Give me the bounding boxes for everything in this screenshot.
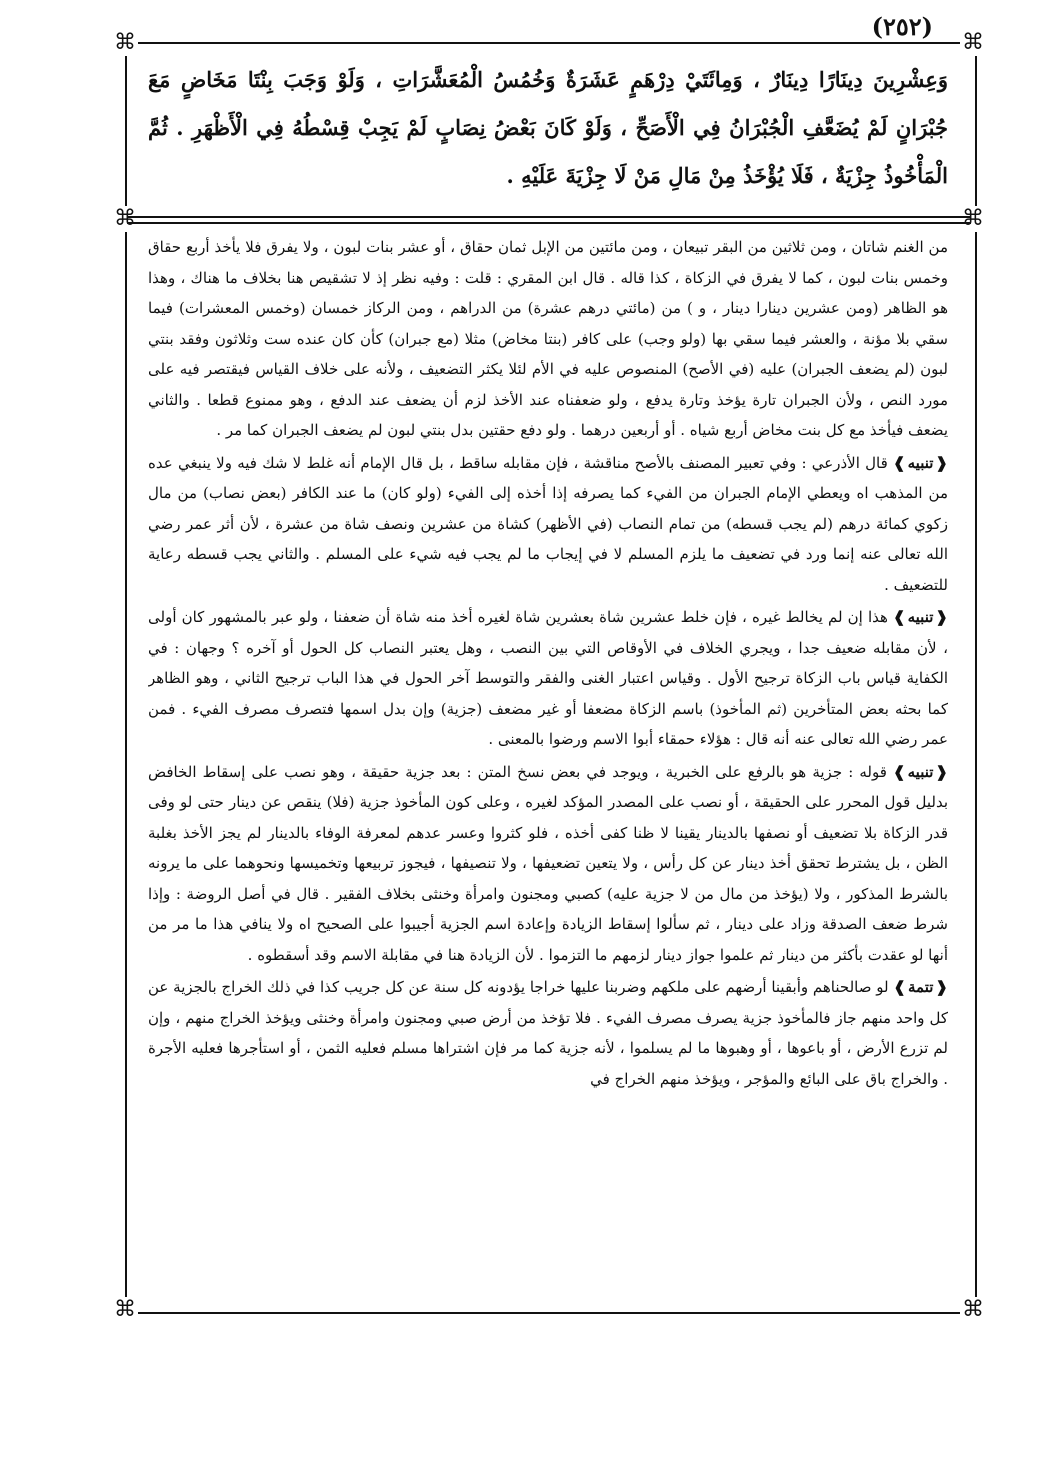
paragraph-text: قوله : جزية هو بالرفع على الخبرية ، ويوجد في بعض نسخ المتن : بعد جزية حقيقة ، وهو نصب على إسقاط الخافض بدليل قول المحرر على الحقيقة ، أو نصب على المصدر المؤكد لغيره ، وعلى كون المأخوذ جزية (فلا) ينقص عن دينار حتى لو وفى قدر الزكاة بلا تضعيف أو نصفها بالدينار يقينا لا ظنا كفى أخذه ، فلو كثروا وعسر عدهم لمعرفة الوفاء بالدينار لم يجز الأخذ بغلبة الظن ، بل يشترط تحقق أخذ دينار عن كل رأس ، ولا يتعين تضعيفها ، ولا تنصيفها ، فيجوز تربيعها وتخميسها ونحوهما على ما يرونه بالشرط المذكور ، ولا (يؤخذ من مال من لا جزية عليه) كصبي ومجنون وامرأة وخنثى بخلاف الفقير . قال في أصل الروضة : وإذا شرط ضعف الصدقة وزاد على دينار ، ثم سألوا إسقاط الزيادة وإعادة اسم الجزية أجيبوا على الصحيح اه ولا ينافي هذا ما مر من أنها لو عقدت بأكثر من دينار ثم علموا جواز دينار لزمهم ما التزموا . لأن الزيادة هنا في مقابلة الاسم وقد أسقطوه . [148, 762, 948, 964]
commentary-paragraph [148, 232, 948, 446]
commentary-paragraph [148, 972, 948, 1094]
corner-ornament-icon: ⌘ [114, 30, 136, 55]
paragraph-label: ❰ تنبيه ❱ [893, 763, 948, 781]
corner-ornament-icon: ⌘ [962, 30, 984, 55]
divider-ornament-icon: ⌘ [962, 206, 984, 231]
paragraph-text: قال الأذرعي : وفي تعبير المصنف بالأصح مناقشة ، فإن مقابله ساقط ، بل قال الإمام أنه غلط لا شك فيه ولا ينبغي عده من المذهب اه ويعطي الإمام الجبران من الفيء كما يصرفه إذا أخذه إلى الفيء (ولو كان) ما عند الكافر (بعض نصاب) من مال زكوي كمائة درهم (لم يجب قسطه) من تمام النصاب (في الأظهر) كشاة من عشرين ونصف شاة من عشرة ، لأن أثر عمر رضي الله تعالى عنه إنما ورد في تضعيف ما يلزم المسلم لا في إيجاب ما لم يجب فيه شيء على المسلم . والثاني يجب قسطه رعاية للتضعيف . [148, 453, 948, 594]
divider-ornament-icon: ⌘ [114, 206, 136, 231]
paragraph-text: هذا إن لم يخالط غيره ، فإن خلط عشرين شاة بعشرين شاة لغيره أخذ منه شاة أن ضعفنا ، ولو عبر بالمشهور كان أولى ، لأن مقابله ضعيف جدا ، ويجري الخلاف في الأوقاص التي بين النصب ، وهل يعتبر النصاب كل الحول أو آخره ؟ وجهان : في الكفاية قياس باب الزكاة ترجيح الأول . وقياس اعتبار الغنى والفقر والتوسط آخر الحول في هذا الباب ترجيح الثاني ، وهو الظاهر كما بحثه بعض المتأخرين (ثم المأخوذ) باسم الزكاة مضعفا أو غير مضعف (جزية) وإن بدل اسمها فتصرف مصرف الفيء . فمن عمر رضي الله تعالى عنه أنه قال : هؤلاء حمقاء أبوا الاسم ورضوا بالمعنى . [148, 608, 948, 748]
commentary-paragraph [148, 448, 948, 601]
paragraph-label: ❰ تنبيه ❱ [893, 454, 948, 472]
paragraph-label: ❰ تتمة ❱ [893, 978, 948, 996]
page-number: (٢٥٢) [871, 12, 933, 41]
paragraph-text: لو صالحناهم وأبقينا أرضهم على ملكهم وضربنا عليها خراجا يؤدونه كل سنة عن كل جريب كذا في ذلك الخراج بالجزية عن كل واحد منهم جاز فالمأخوذ جزية يصرف مصرف الفيء . فلا تؤخذ من أرض صبي ومجنون وامرأة وخنثى ويؤخذ الخراج منهم ، وإن لم تزرع الأرض ، أو باعوها ، أو وهبوها ما لم يسلموا ، لأنه جزية كما مر فإن اشتراها مسلم فعليه الثمن ، أو استأجرها فعليه الأجرة . والخراج باق على البائع والمؤجر ، ويؤخذ منهم الخراج في [148, 978, 948, 1088]
paragraph-label: ❰ تنبيه ❱ [893, 608, 948, 626]
section-divider [127, 222, 971, 224]
corner-ornament-icon: ⌘ [114, 1297, 136, 1322]
commentary-paragraph [148, 602, 948, 755]
corner-ornament-icon: ⌘ [962, 1297, 984, 1322]
matn-text: وَعِشْرِينَ دِينَارًا دِينَارٌ ، وَمِائَتَيْ دِرْهَمٍ عَشَرَةٌ وَخُمُسُ الْمُعَشَّرَاتِ ، وَلَوْ وَجَبَ بِنْتَا مَخَاضٍ مَعَ جُبْرَانٍ لَمْ يُضَعَّفِ الْجُبْرَانُ فِي الْأَصَحِّ ، وَلَوْ كَانَ بَعْضُ نِصَابٍ لَمْ يَجِبْ قِسْطُهُ فِي الْأَظْهَرِ . ثُمَّ الْمَأْخُوذُ جِزْيَةٌ ، فَلَا يُؤْخَذُ مِنْ مَالِ مَنْ لَا جِزْيَةَ عَلَيْهِ . [148, 67, 948, 188]
section-divider [127, 216, 971, 218]
commentary [148, 232, 948, 1304]
paragraph-text: من الغنم شاتان ، ومن ثلاثين من البقر تبيعان ، ومن مائتين من الإبل ثمان حقاق ، أو عشر بنات لبون ، ولا يفرق فلا يأخذ أربع حقاق وخمس بنات لبون ، كما لا يفرق في الزكاة ، كذا قاله . قال ابن المقري : قلت : وفيه نظر إذ لا تشقيص هنا بخلاف ما هناك ، وهذا هو الظاهر (ومن عشرين دينارا دينار ، و ) من (مائتي درهم عشرة) من الدراهم ، ومن الركاز خمسان (وخمس المعشرات) فيما سقي بلا مؤنة ، والعشر فيما سقي بها (ولو وجب) على كافر (بنتا مخاض) مثلا (مع جبران) كأن كان عنده ست وثلاثون وفقد بنتي لبون (لم يضعف الجبران) عليه (في الأصح) المنصوص عليه في الأم لئلا يكثر التضعيف ، ولأنه على خلاف القياس فيقتصر فيه على مورد النص ، ولأن الجبران تارة يؤخذ وتارة يدفع ، ولو ضعفناه عند الأخذ لزم أن يضعف عند الدفع ، وهو ممنوع قطعا . والثاني يضعف فيأخذ مع كل بنت مخاض أربع شياه . أو أربعين درهما . ولو دفع حقتين بدل بنتي لبون لم يضعف الجبران كما مر . [148, 238, 948, 439]
commentary-paragraph [148, 757, 948, 971]
